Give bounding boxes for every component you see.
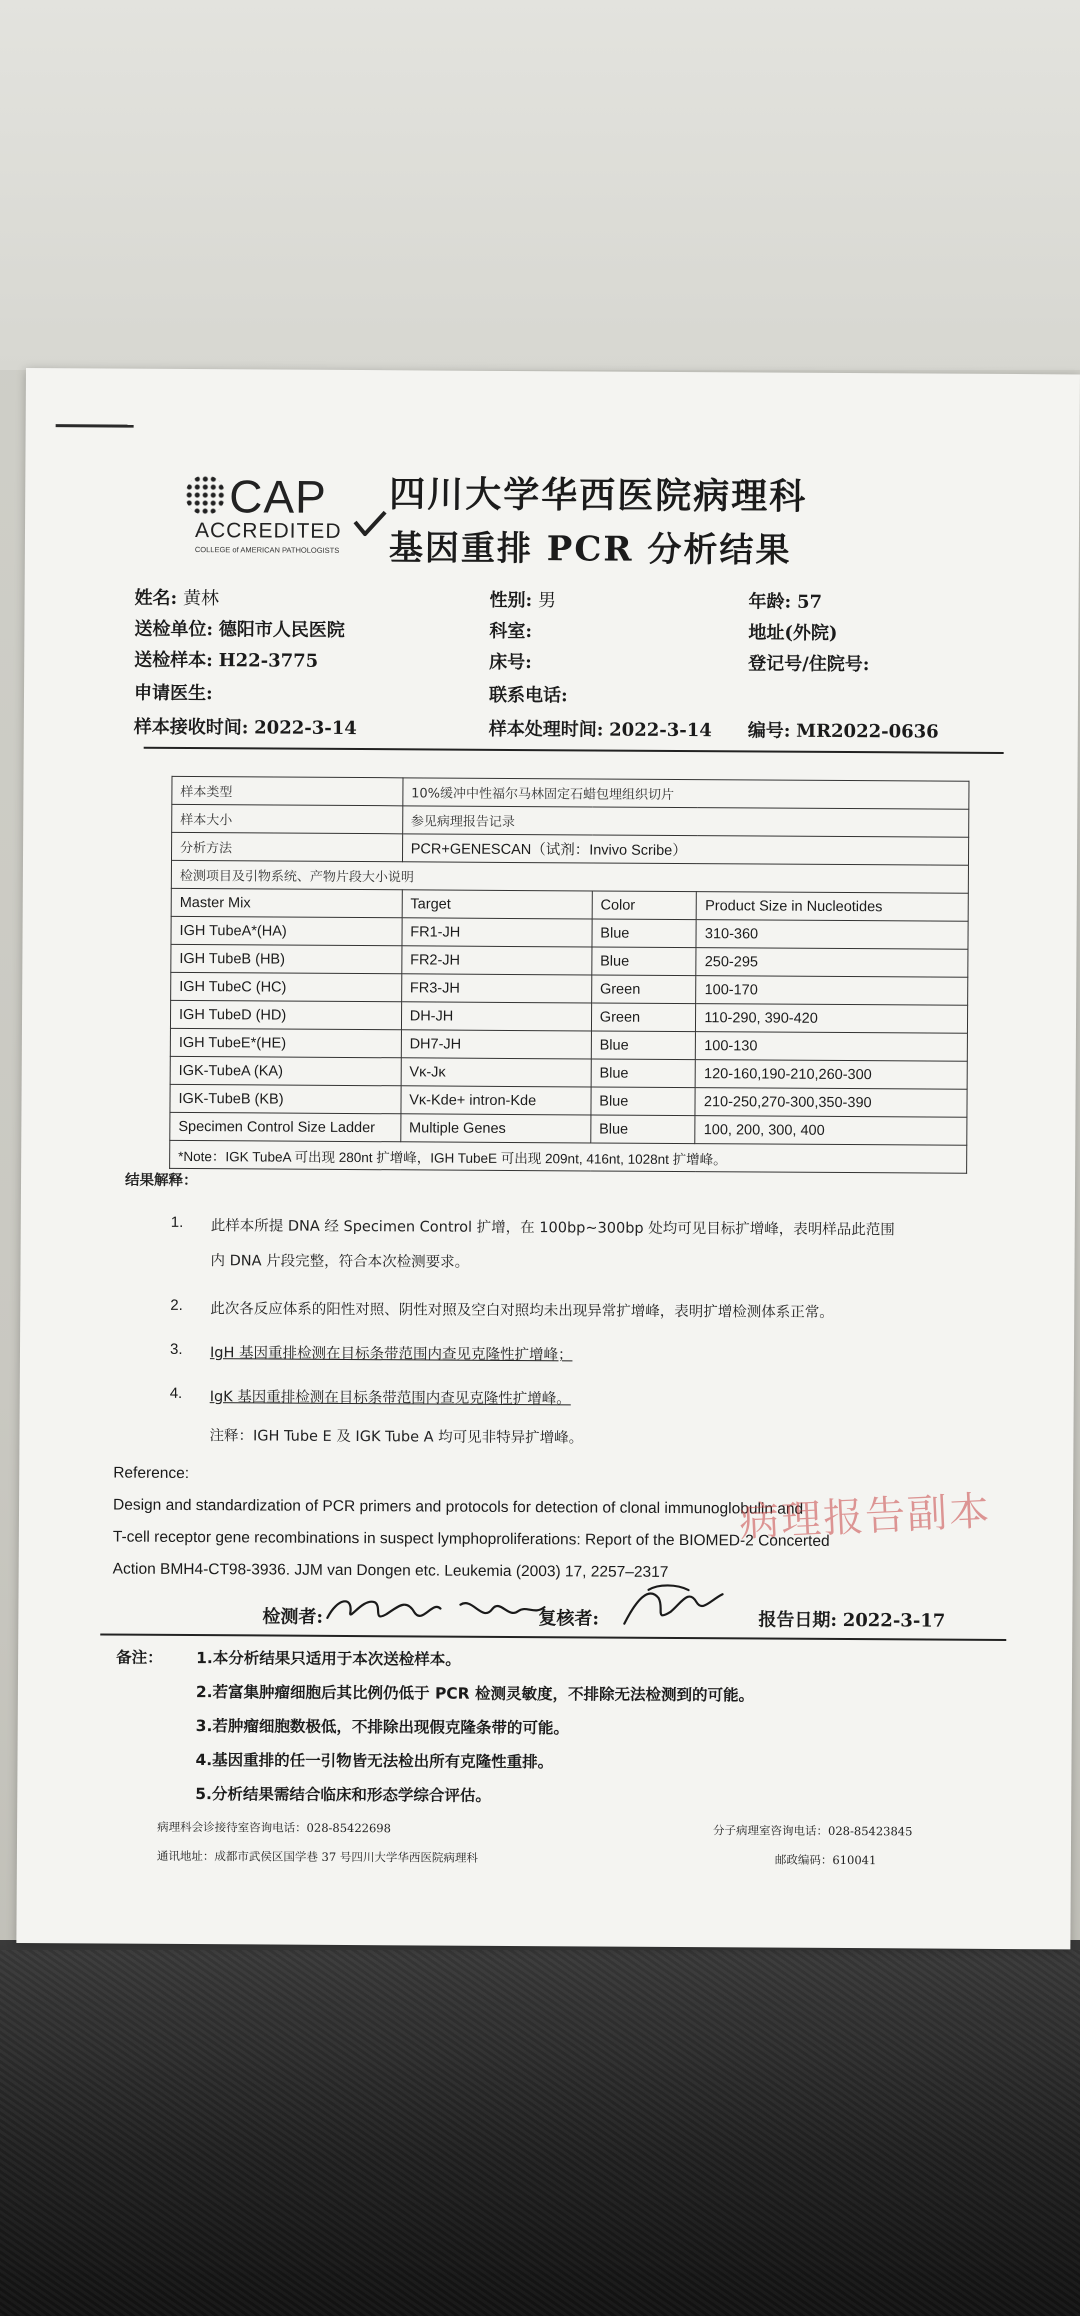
table-cell: Blue bbox=[591, 1087, 696, 1116]
report-date-label: 报告日期: bbox=[758, 1609, 838, 1631]
table-cell: 100, 200, 300, 400 bbox=[695, 1116, 967, 1146]
id-value: MR2022-0636 bbox=[796, 720, 939, 743]
reviewer-label-text: 复核者: bbox=[538, 1608, 600, 1630]
logo-accredited-text: ACCREDITED bbox=[194, 519, 342, 543]
report-date-value: 2022-3-17 bbox=[842, 1610, 946, 1632]
signoff-divider bbox=[100, 1633, 1006, 1641]
cloth-texture bbox=[0, 1950, 1080, 2316]
table-cell: IGH TubeC (HC) bbox=[171, 972, 402, 1001]
molecular-phone: 分子病理室咨询电话：028-85423845 bbox=[713, 1823, 913, 1839]
info-label: 样本大小 bbox=[172, 804, 403, 833]
table-cell: IGH TubeD (HD) bbox=[170, 1000, 401, 1029]
processed-label: 样本处理时间: bbox=[488, 718, 604, 741]
table-cell: IGH TubeA*(HA) bbox=[171, 916, 402, 945]
bed-label: 床号: bbox=[489, 651, 532, 674]
address-label: 地址(外院) bbox=[748, 622, 838, 644]
bed-field bbox=[489, 648, 532, 674]
address-field bbox=[748, 618, 837, 645]
background-wall bbox=[0, 0, 1080, 370]
reference-line: Action BMH4-CT98-3936. JJM van Dongen etc. Leukemia (2003) 17, 2257–2317 bbox=[112, 1560, 669, 1581]
table-cell: Blue bbox=[591, 1031, 696, 1060]
received-label: 样本接收时间: bbox=[133, 716, 249, 739]
table-cell: IGK-TubeB (KB) bbox=[170, 1084, 401, 1113]
table-cell: Blue bbox=[591, 1115, 696, 1144]
info-label: 样本类型 bbox=[172, 776, 403, 805]
reviewer-signature bbox=[618, 1580, 728, 1633]
item-number: 4. bbox=[169, 1384, 183, 1402]
interpretation-line: 内 DNA 片段完整，符合本次检测要求。 bbox=[210, 1253, 470, 1271]
table-cell: IGH TubeB (HB) bbox=[171, 944, 402, 973]
info-label: 分析方法 bbox=[171, 832, 402, 861]
table-cell: 120-160,190-210,260-300 bbox=[695, 1060, 967, 1090]
phone-label: 联系电话: bbox=[488, 684, 568, 707]
logo-college-text: COLLEGE of AMERICAN PATHOLOGISTS bbox=[194, 545, 340, 555]
reference-title: Reference: bbox=[113, 1464, 190, 1483]
table-cell: Blue bbox=[592, 947, 697, 976]
footer-postcode: 邮政编码：610041 bbox=[774, 1852, 877, 1868]
hospital-title: 四川大学华西医院病理科 bbox=[389, 473, 808, 518]
table-cell: Blue bbox=[591, 1059, 696, 1088]
header-cell: Color bbox=[592, 891, 697, 920]
interpretation-line: 此次各反应体系的阳性对照、阴性对照及空白对照均未出现异常扩增峰，表明扩增检测体系正常。 bbox=[210, 1301, 834, 1321]
name-field bbox=[135, 584, 220, 611]
remarks-title: 备注： bbox=[116, 1648, 163, 1667]
interpretation-line: IgK 基因重排检测在目标条带范围内查见克隆性扩增峰。 bbox=[209, 1389, 571, 1408]
header-cell: Product Size in Nucleotides bbox=[697, 892, 969, 922]
tester-signature bbox=[322, 1588, 552, 1631]
table-cell: IGK-TubeA (KA) bbox=[170, 1056, 401, 1085]
header-cell: Target bbox=[402, 890, 592, 919]
table-cell: 250-295 bbox=[696, 948, 968, 978]
table-cell: FR3-JH bbox=[401, 974, 591, 1003]
cap-emblem-icon bbox=[185, 475, 225, 515]
remark-item: 3.若肿瘤细胞数极低，不排除出现假克隆条带的可能。 bbox=[195, 1717, 569, 1738]
tester-label bbox=[262, 1602, 323, 1628]
table-cell: Blue bbox=[592, 919, 697, 948]
interpretation-footnote: 注释：IGH Tube E 及 IGK Tube A 均可见非特异扩增峰。 bbox=[209, 1428, 584, 1447]
unit-value: 德阳市人民医院 bbox=[218, 619, 345, 641]
primer-section-title: 检测项目及引物系统、产物片段大小说明 bbox=[171, 860, 968, 893]
table-cell: Vκ-Jκ bbox=[401, 1058, 591, 1087]
name-value: 黄林 bbox=[182, 587, 220, 610]
table-cell: Vκ-Kde+ intron-Kde bbox=[401, 1086, 591, 1115]
sample-field bbox=[134, 646, 318, 673]
age-value: 57 bbox=[796, 591, 823, 613]
age-field bbox=[749, 587, 823, 613]
table-cell: 210-250,270-300,350-390 bbox=[695, 1088, 967, 1118]
report-title: 基因重排 PCR 分析结果 bbox=[388, 528, 792, 571]
table-cell: Multiple Genes bbox=[400, 1114, 590, 1143]
item-number: 2. bbox=[170, 1296, 183, 1314]
sex-label: 性别: bbox=[489, 589, 533, 612]
item-number: 3. bbox=[169, 1340, 183, 1358]
info-value: 参见病理报告记录 bbox=[402, 806, 968, 837]
report-date-field bbox=[758, 1605, 945, 1632]
table-cell: 100-130 bbox=[696, 1032, 968, 1062]
remark-item: 4.基因重排的任一引物皆无法检出所有克隆性重排。 bbox=[195, 1751, 554, 1772]
interpretation-title: 结果解释： bbox=[124, 1172, 198, 1190]
id-field bbox=[748, 716, 939, 743]
unit-label: 送检单位: bbox=[134, 618, 214, 641]
received-value: 2022-3-14 bbox=[254, 717, 357, 740]
report-paper bbox=[16, 368, 1080, 1949]
table-cell: 310-360 bbox=[696, 920, 968, 950]
interpretation-line: IgH 基因重排检测在目标条带范围内查见克隆性扩增峰； bbox=[209, 1345, 573, 1364]
table-note: *Note：IGK TubeA 可出现 280nt 扩增峰，IGH TubeE 可出现 209nt, 416nt, 1028nt 扩增峰。 bbox=[170, 1140, 967, 1173]
logo-cap-text: CAP bbox=[229, 470, 327, 523]
header-divider bbox=[144, 747, 1004, 754]
processed-field bbox=[489, 715, 712, 742]
table-cell: DH7-JH bbox=[401, 1030, 591, 1059]
sample-label: 送检样本: bbox=[134, 649, 213, 672]
checkmark-icon bbox=[353, 510, 387, 536]
copy-stamp: 病理报告副本 bbox=[738, 1488, 993, 1546]
sex-field bbox=[490, 586, 557, 612]
table-cell: 110-290, 390-420 bbox=[696, 1004, 968, 1034]
id-label: 编号: bbox=[747, 720, 791, 742]
footer-address: 通讯地址：成都市武侯区国学巷 37 号四川大学华西医院病理科 bbox=[156, 1848, 478, 1865]
dept-label: 科室: bbox=[489, 620, 533, 643]
doctor-label: 申请医生: bbox=[133, 682, 213, 705]
sample-value: H22-3775 bbox=[218, 650, 319, 672]
item-number: 1. bbox=[170, 1213, 184, 1231]
table-cell: IGH TubeE*(HE) bbox=[170, 1028, 401, 1057]
reg-field bbox=[748, 649, 869, 676]
tester-label-text: 检测者: bbox=[262, 1606, 324, 1628]
header-cell: Master Mix bbox=[171, 888, 402, 917]
age-label: 年龄: bbox=[748, 591, 792, 613]
pen-mark bbox=[56, 424, 134, 427]
table-cell: 100-170 bbox=[696, 976, 968, 1006]
table-cell: Green bbox=[591, 975, 696, 1004]
remark-item: 2.若富集肿瘤细胞后其比例仍低于 PCR 检测灵敏度，不排除无法检测到的可能。 bbox=[195, 1683, 755, 1705]
received-field bbox=[134, 713, 357, 740]
remark-item: 1.本分析结果只适用于本次送检样本。 bbox=[196, 1649, 461, 1669]
table-cell: FR1-JH bbox=[402, 918, 592, 947]
reference-line: Design and standardization of PCR primers and protocols for detection of clonal immunoglobulin and bbox=[113, 1496, 804, 1518]
info-value: 10%缓冲中性福尔马林固定石蜡包埋组织切片 bbox=[403, 778, 969, 809]
primer-table bbox=[169, 776, 969, 1174]
dept-field bbox=[489, 617, 532, 643]
table-cell: FR2-JH bbox=[402, 946, 592, 975]
info-value: PCR+GENESCAN（试剂：Invivo Scribe） bbox=[402, 834, 968, 865]
reg-label: 登记号/住院号: bbox=[748, 653, 870, 676]
reference-line: T-cell receptor gene recombinations in suspect lymphoproliferations: Report of the BIOMED-2 Concerted bbox=[112, 1528, 830, 1550]
unit-field bbox=[134, 615, 345, 642]
cap-logo bbox=[185, 470, 386, 566]
table-cell: Specimen Control Size Ladder bbox=[170, 1112, 401, 1141]
consult-phone: 病理科会诊接待室咨询电话：028-85422698 bbox=[157, 1819, 392, 1836]
table-cell: DH-JH bbox=[401, 1002, 591, 1031]
reviewer-label bbox=[538, 1604, 599, 1630]
phone-field bbox=[489, 681, 568, 707]
interpretation-line: 此样本所提 DNA 经 Specimen Control 扩增，在 100bp~300bp 处均可见目标扩增峰，表明样品此范围 bbox=[210, 1218, 895, 1239]
table-cell: Green bbox=[591, 1003, 696, 1032]
sex-value: 男 bbox=[537, 590, 557, 612]
processed-value: 2022-3-14 bbox=[609, 719, 712, 742]
doctor-field bbox=[134, 679, 213, 705]
remark-item: 5.分析结果需结合临床和形态学综合评估。 bbox=[195, 1785, 492, 1805]
name-label: 姓名: bbox=[134, 587, 178, 609]
